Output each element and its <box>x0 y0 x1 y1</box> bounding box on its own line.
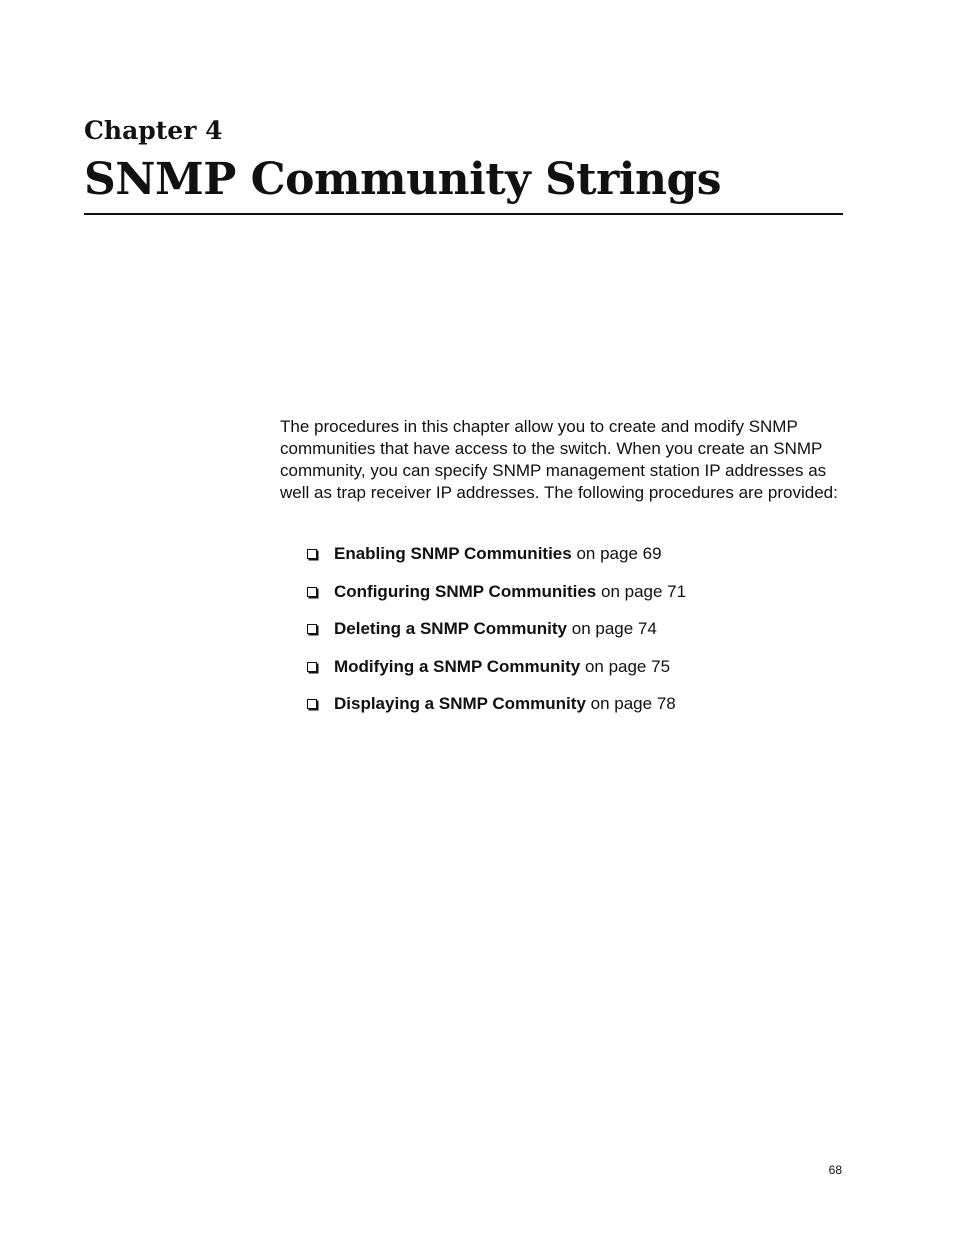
page-number: 68 <box>828 1163 842 1177</box>
checkbox-icon <box>307 549 317 559</box>
procedure-link-enabling[interactable]: Enabling SNMP Communities <box>334 544 572 563</box>
chapter-label: Chapter 4 <box>84 116 223 145</box>
page-reference: on page 78 <box>590 694 676 713</box>
list-item <box>307 618 686 656</box>
checkbox-icon <box>307 699 317 709</box>
title-rule <box>84 213 843 215</box>
checkbox-icon <box>307 587 317 597</box>
list-item <box>307 543 686 581</box>
checkbox-icon <box>307 624 317 634</box>
procedure-link-displaying[interactable]: Displaying a SNMP Community <box>334 694 586 713</box>
checkbox-icon <box>307 662 317 672</box>
page-reference: on page 74 <box>571 619 657 638</box>
chapter-title: SNMP Community Strings <box>84 154 722 205</box>
procedure-list <box>307 543 686 731</box>
procedure-link-configuring[interactable]: Configuring SNMP Communities <box>334 581 597 601</box>
list-item <box>307 656 686 694</box>
procedure-link-deleting[interactable]: Deleting a SNMP Community <box>334 619 567 638</box>
list-item <box>307 581 686 619</box>
page-reference: on page 71 <box>600 581 687 601</box>
intro-paragraph: The procedures in this chapter allow you to create and modify SNMP communities that have access to the switch. When you create an SNMP community, you can specify SNMP management station IP addresses as well as trap receiver IP addresses. The following procedures are provided: <box>280 417 838 502</box>
list-item <box>307 693 686 731</box>
page-reference: on page 75 <box>584 656 671 676</box>
procedure-link-modifying[interactable]: Modifying a SNMP Community <box>334 656 581 676</box>
page-reference: on page 69 <box>576 544 662 563</box>
